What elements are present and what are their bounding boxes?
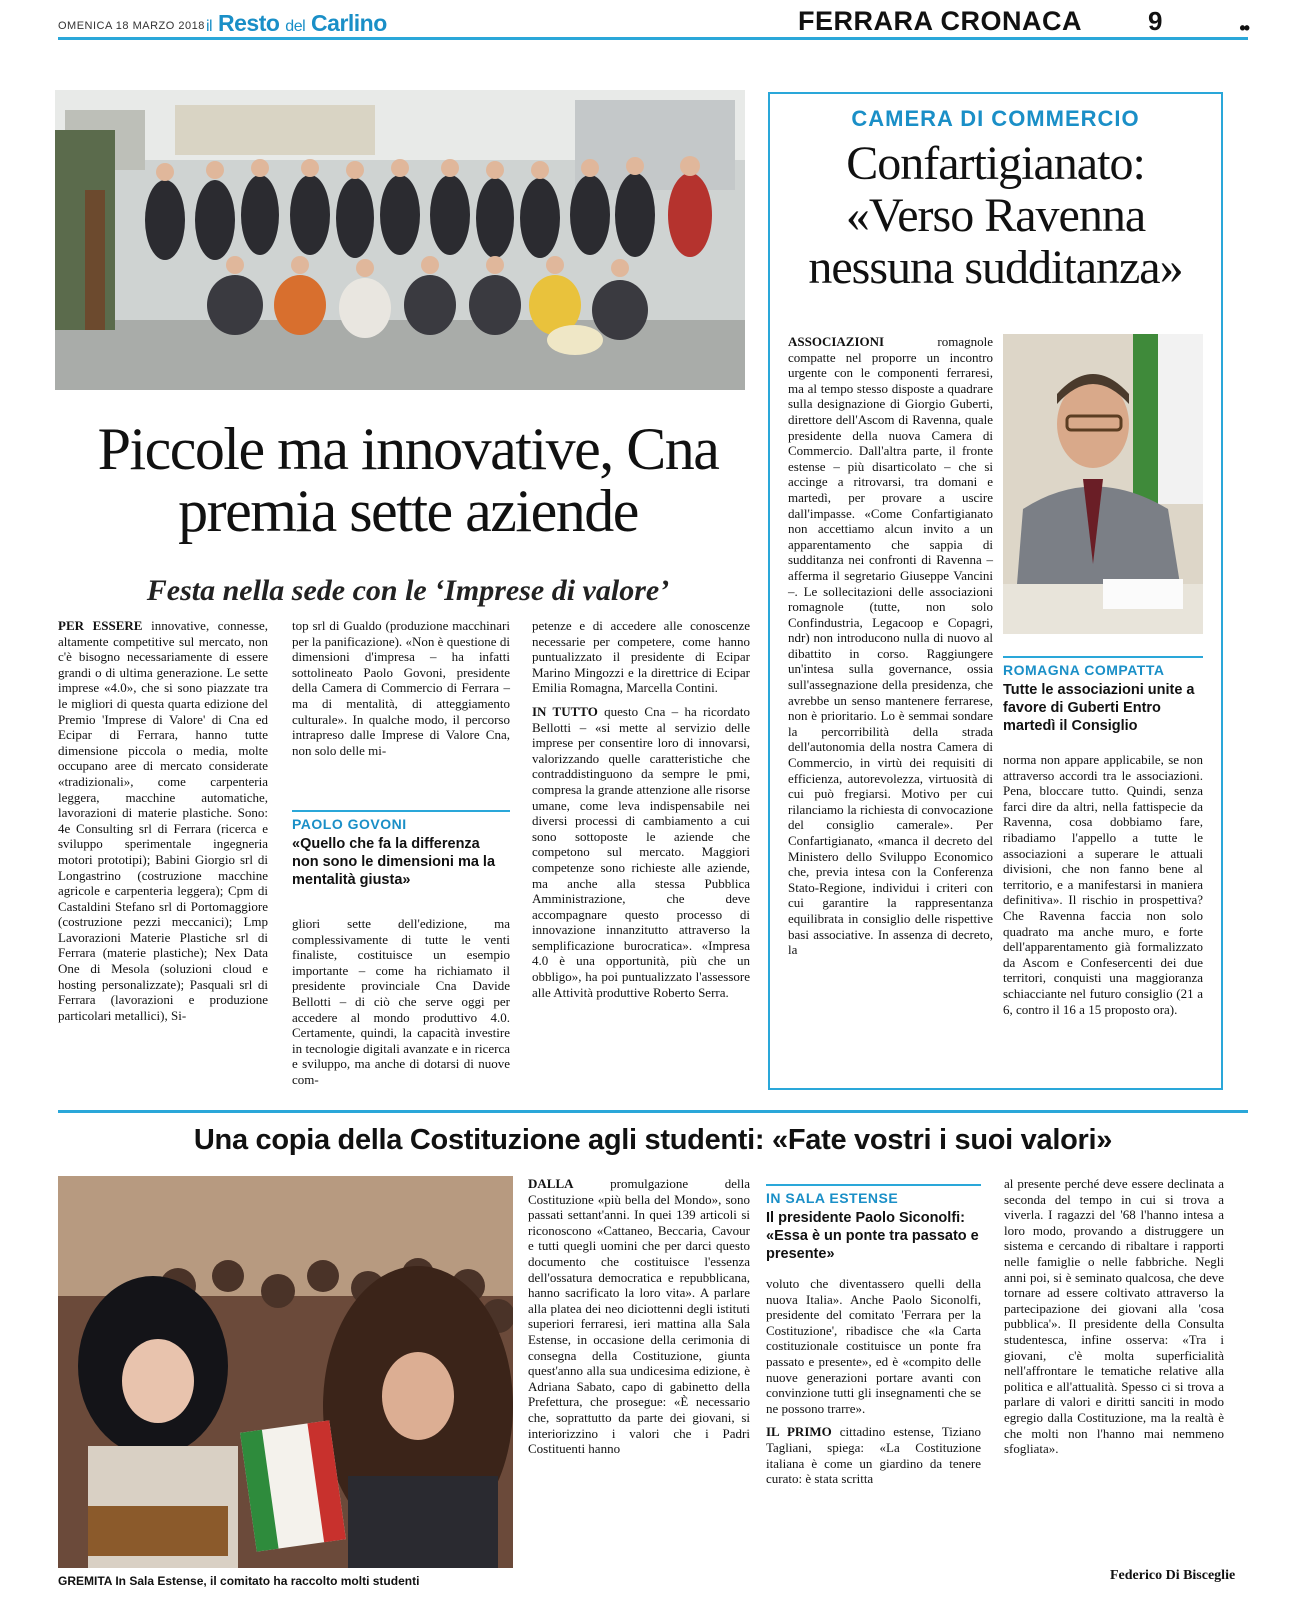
main-headline: Piccole ma innovative, Cna premia sette aziende: [97, 416, 719, 544]
quote-box-govoni: [292, 810, 510, 889]
section-title: FERRARA CRONACA: [798, 6, 1082, 36]
side-headline: Confartigianato: «Verso Ravenna nessuna sudditanza»: [808, 137, 1183, 294]
second-column-3: al presente perché deve essere declinata a seconda del tempo in cui si trova a viverla. I ragazzi del '68 l'hanno intesa a loro modo, provando a distruggere un sistema e cercando di ribaltare i rapporti nelle famiglie o nelle fabbriche. Negli anni poi, si è seminato qualcosa, che deve tornare ad essere coltivato attraverso la partecipazione dei giovani alla 'cosa pubblica'». Il presidente della Consulta studentesca, infine osserva: «Tra i giovani, c'è molta superficialità nell'affrontare le tematiche relative alla politica e all'attualità. Spesso ci si trova a parlare di valori e diritti sanciti in modo egregio dalla Costituzione, ma la realtà è che molti non l'hanno mai nemmeno sfogliata».: [1004, 1176, 1224, 1457]
photo-caption: GREMITA In Sala Estense, il comitato ha raccolto molti studenti: [58, 1574, 420, 1588]
side-article-box: [768, 92, 1223, 1090]
quote-text: «Quello che fa la differenza non sono le dimensioni ma la mentalità giusta»: [292, 836, 496, 888]
main-deck: Festa nella sede con le ‘Imprese di valore’: [146, 574, 670, 607]
main-column-2-bottom: gliori sette dell'edizione, ma complessivamente di tutte le venti finaliste, costituisce un esempio importante – come ha richiamato il presidente provinciale Cna Davide Bellotti – di ciò che serve oggi per accedere al mondo produttivo 4.0. Certamente, quindi, la capacità investire in tecnologie digitali avanzate e in ricerca e sviluppo, ma anche di dotarsi di nuove com-: [292, 916, 510, 1087]
sala-estense-kicker: IN SALA ESTENSE: [766, 1190, 899, 1206]
masthead-dots: ••: [1239, 18, 1248, 38]
side-column-2: norma non appare applicabile, se non attraverso accordi tra le associazioni. Pena, bloccare tutto. Quindi, senza farci dire da altri, nella fattispecie da Ravenna, cosa dobbiamo fare, ribadiamo l'appello a tutte le associazioni a superare le attuali divisioni, che non fanno bene al territorio, e a manifestarsi in maniera definitiva». Il rischio in prospettiva? Che Ravenna faccia non solo quadrato ma anche muro, e forte dell'apparentamento già formalizzato da Ascom e Confesercenti dei due territori, conquisti una maggioranza schiacciante nel futuro consiglio (21 a 6, contro il 16 a 15 proposto ora).: [1003, 752, 1203, 1017]
side-column-1: ASSOCIAZIONI romagnole compatte nel proporre un incontro urgente con le componenti ferraresi, ma al tempo stesso disposte a quadrare sulla designazione di Giorgio Guberti, direttore dell'Ascom di Ravenna, quale presidente della nuova Camera di Commercio. Dall'altra parte, il fronte estense – più disarticolato – che si accinge a ritrovarsi, tra domani e martedì, per provare a uscire dall'impasse. «Come Confartigianato non accettiamo alcun invito a un apparentamento che sappia di sudditanza nei confronti di Ravenna – afferma il segretario Giuseppe Vancini –. Le sollecitazioni delle associazioni romagnole (tutte, non solo Confindustria, Legacoop e Copagri, ndr) non introducono nulla di nuovo al dibattito in corso. Raggiungere un'intesa sulla governance, ossia sull'assegnazione della presidenza, che avrebbe un senso mantenere ferrarese, non è prioritario. Lo è semmai sondare la percorribilità della strada dell'autonomia della nostra Camera di Commercio, in virtù dei requisiti di efficienza, autorevolezza, virtuosità di cui può fregiarsi. Motivo per cui rilanciamo la richiesta di convocazione del consiglio camerale». Per Confartigianato, «manca il decreto del Ministero dello Sviluppo Economico che, previa intesa con la Conferenza Stato-Regione, individui i criteri con cui garantire la rappresentanza equilibrata in consiglio delle rispettive basi associative. In assenza di decreto, la: [788, 334, 993, 958]
second-column-1: DALLA promulgazione della Costituzione «più bella del Mondo», sono passati settant'anni. In quei 139 articoli si riconoscono «Cattaneo, Beccaria, Cavour e tutti quegli uomini che per darci questo documento che costituisce l'essenza dell'ossatura democratica e repubblicana, hanno sacrificato la loro vita». A parlare alla platea dei neo diciottenni degli istituti superiori ferraresi, ieri mattina alla Sala Estense, in occasione della cerimonia di consegna della Costituzione, giunta quest'anno alla sua undicesima edizione, è Adriana Sabato, capo di gabinetto della Prefettura, che prosegue: «È necessario che, soprattutto da parte dei giovani, si interiorizzino i valori che i Padri Costituenti hanno: [528, 1176, 750, 1457]
byline: Federico Di Bisceglie: [1110, 1568, 1236, 1583]
sala-estense-box: [766, 1184, 981, 1263]
sala-estense-text: Il presidente Paolo Siconolfi: «Essa è un ponte tra passato e presente»: [766, 1210, 979, 1262]
romagna-text: Tutte le associazioni unite a favore di Guberti Entro martedì il Consiglio: [1003, 682, 1195, 734]
side-kicker: CAMERA DI COMMERCIO: [851, 106, 1140, 131]
page-number: 9: [1148, 6, 1163, 36]
issue-date: OMENICA 18 MARZO 2018: [58, 20, 205, 32]
section-divider: [58, 1110, 1248, 1113]
main-column-2-top: top srl di Gualdo (produzione macchinari per la panificazione). «Non è questione di dimensioni d'impresa – ha infatti sottolineato Paolo Govoni, presidente della Camera di Commercio di Ferrara – ma di mentalità, di atteggiamento culturale». In qualche modo, il percorso intrapreso dalle Imprese di Valore Cna, non solo delle mi-: [292, 618, 510, 758]
group-photo: [55, 90, 745, 390]
romagna-box: [1003, 656, 1203, 735]
second-headline: Una copia della Costituzione agli studenti: «Fate vostri i suoi valori»: [193, 1124, 1113, 1156]
masthead: [58, 0, 1248, 40]
quote-kicker: PAOLO GOVONI: [292, 816, 407, 832]
main-column-1: PER ESSERE innovative, connesse, altamente competitive sul mercato, non c'è bisogno necessariamente di essere grandi o di ultima generazione. Le sette imprese «4.0», che si sono piazzate tra le migliori di questa quarta edizione del Premio 'Imprese di Valore' di Cna ed Ecipar di Ferrara, hanno tutte dimensione piccola o media, molte occupano aree di mercato considerate «tradizionali», come carpenteria leggera, macchine automatiche, lavorazioni di materie plastiche. Sono: 4e Consulting srl di Ferrara (ricerca e sviluppo sperimentale ingegneria motori prototipi); Babini Giorgio srl di Longastrino (costruzione macchine agricole e carpenteria leggera); Cpm di Castaldini Stefano srl di Portomaggiore (costruzione pezzi meccanici); Lmp Lavorazioni Materie Plastiche srl di Ferrara (materie plastiche); Nex Data One di Mesola (soluzioni cloud e hosting personalizzate); Pasquali srl di Ferrara (lavorazioni e produzione particolari metallici), Si-: [58, 618, 268, 1023]
main-column-3: petenze e di accedere alle conoscenze necessarie per competere, come hanno puntualizzato il presidente di Ecipar Marino Mingozzi e la direttrice di Ecipar Emilia Romagna, Marcella Contini. IN TUTTO questo Cna – ha ricordato Bellotti – «si mette al servizio delle imprese per consentire loro di innovarsi, valorizzando quelle caratteristiche che contraddistinguono da sempre le pmi, compresa la grande attenzione alle risorse umane, come leva indispensabile nei diversi processi di cambiamento a cui sono sottoposte le aziende che competono sul mercato. Maggiori competenze sono richieste alle aziende, ma anche alla stessa Pubblica Amministrazione, che deve accompagnare questo processo di innovazione innanzitutto attraverso la semplificazione burocratica». «Impresa 4.0 è una opportunità, più che un obbligo», ha poi puntualizzato l'assessore alle Attività produttive Roberto Serra.: [532, 618, 750, 1000]
students-photo: [58, 1176, 513, 1568]
second-column-2: voluto che diventassero quelli della nuova Italia». Anche Paolo Siconolfi, presidente del comitato 'Ferrara per la Costituzione', ribadisce che «la Carta costituzionale costituisce un ponte fra passato e presente», ed è «compito delle nuove generazioni portare avanti con convinzione tutti gli insegnamenti che se ne possono trarre». IL PRIMO cittadino estense, Tiziano Tagliani, spiega: «La Costituzione italiana è come un giardino da tenere curato: è stata scritta: [766, 1276, 981, 1487]
romagna-kicker: ROMAGNA COMPATTA: [1003, 662, 1165, 678]
portrait-photo: [1003, 334, 1203, 634]
newspaper-logo: il Resto del Carlino: [206, 10, 387, 36]
